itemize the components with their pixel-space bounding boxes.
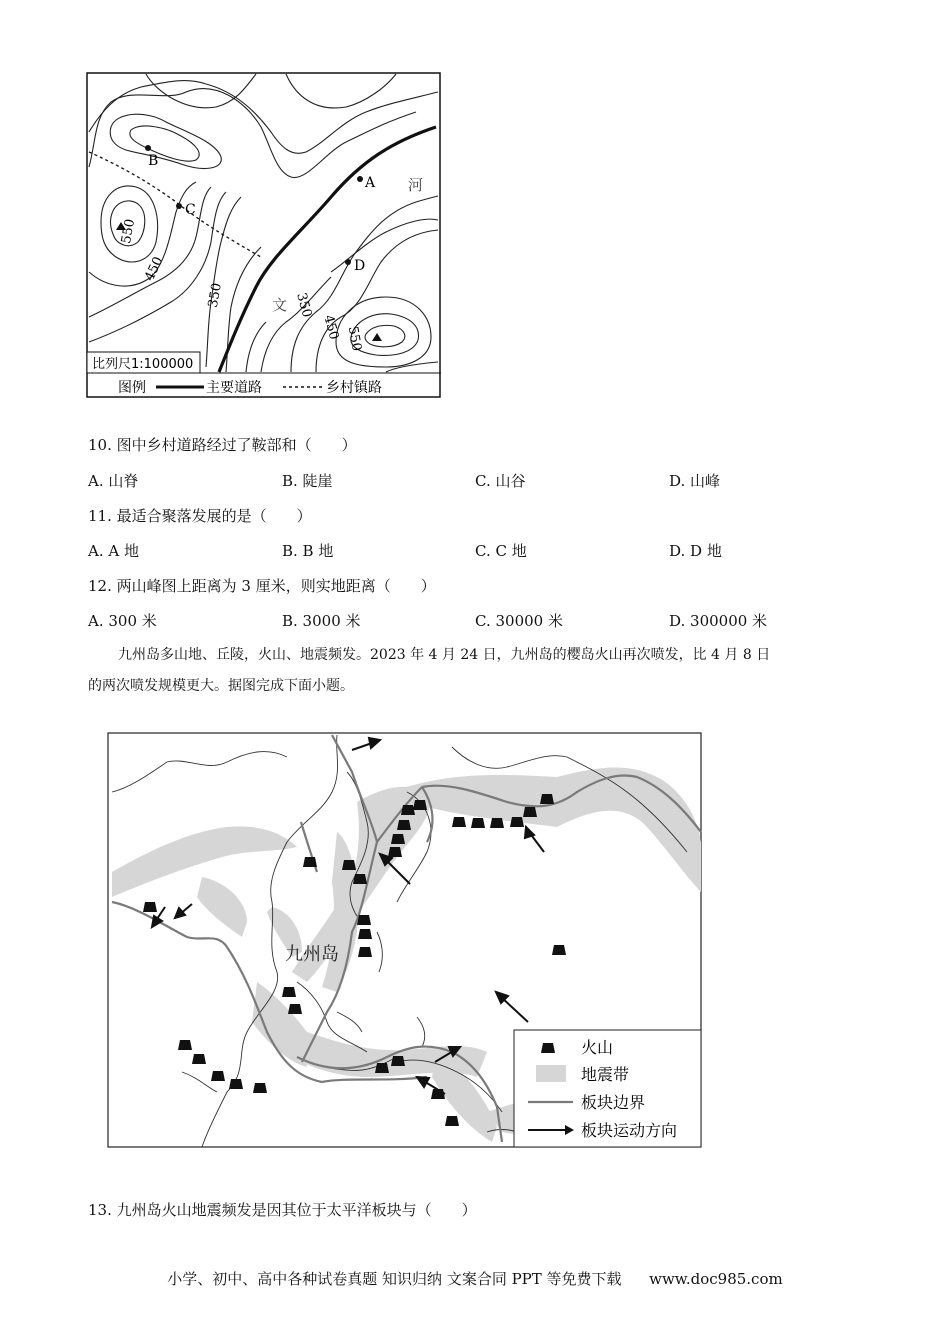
legend-volcano-icon bbox=[541, 1043, 555, 1053]
volcano-icon bbox=[143, 902, 157, 912]
q10-option-c[interactable]: C. 山谷 bbox=[475, 472, 526, 490]
volcano-icon bbox=[375, 1063, 389, 1073]
volcano-icon bbox=[358, 947, 372, 957]
contour-label-450-right: 450 bbox=[320, 313, 342, 342]
question-10-stem: 10. 图中乡村道路经过了鞍部和（ ） bbox=[88, 436, 357, 454]
question-13-stem: 13. 九州岛火山地震频发是因其位于太平洋板块与（ ） bbox=[88, 1201, 477, 1219]
volcano-icon bbox=[490, 818, 504, 828]
volcano-icon bbox=[288, 1004, 302, 1014]
volcano-icon bbox=[391, 1056, 405, 1066]
point-d-marker bbox=[345, 259, 351, 265]
volcano-icon bbox=[353, 874, 367, 884]
volcano-icon bbox=[397, 820, 411, 830]
point-a-label: A bbox=[365, 175, 376, 191]
contour-label-550-left: 550 bbox=[119, 217, 139, 245]
volcano-icon bbox=[253, 1083, 267, 1093]
volcano-icon bbox=[452, 817, 466, 827]
contour-label-450-left: 450 bbox=[142, 254, 167, 284]
volcano-icon bbox=[523, 807, 537, 817]
passage bbox=[88, 640, 868, 702]
topographic-map bbox=[86, 72, 442, 400]
volcano-icon bbox=[358, 929, 372, 939]
legend-main-road: 主要道路 bbox=[206, 380, 262, 396]
point-b-marker bbox=[145, 145, 151, 151]
q10-option-a[interactable]: A. 山脊 bbox=[88, 472, 139, 490]
pacific-plate-map bbox=[107, 732, 703, 1150]
volcano-icon bbox=[431, 1089, 445, 1099]
footer-text: 小学、初中、高中各种试卷真题 知识归纳 文案合同 PPT 等免费下载 bbox=[167, 1270, 622, 1288]
point-c-label: C bbox=[185, 202, 196, 218]
legend-rural-road: 乡村镇路 bbox=[326, 380, 382, 396]
question-11-stem: 11. 最适合聚落发展的是（ ） bbox=[88, 507, 312, 525]
legend-motion-label: 板块运动方向 bbox=[581, 1121, 678, 1140]
point-a-marker bbox=[357, 176, 363, 182]
legend-volcano-label: 火山 bbox=[581, 1038, 614, 1057]
contour-label-350-right: 350 bbox=[293, 291, 315, 320]
q12-option-c[interactable]: C. 30000 米 bbox=[475, 612, 563, 630]
world-map-legend bbox=[514, 1030, 701, 1147]
volcano-icon bbox=[540, 794, 554, 804]
volcano-icon bbox=[391, 834, 405, 844]
volcano-icon bbox=[388, 847, 402, 857]
contour-label-550-right: 550 bbox=[344, 325, 364, 353]
legend-belt-swatch bbox=[536, 1065, 566, 1082]
kyushu-island-label: 九州岛 bbox=[285, 944, 339, 965]
volcano-icon bbox=[445, 1116, 459, 1126]
q11-option-a[interactable]: A. A 地 bbox=[88, 542, 139, 560]
volcano-icon bbox=[229, 1079, 243, 1089]
volcano-icon bbox=[471, 818, 485, 828]
volcano-icon bbox=[192, 1054, 206, 1064]
legend-title: 图例 bbox=[118, 380, 146, 396]
q12-option-d[interactable]: D. 300000 米 bbox=[669, 612, 768, 630]
volcano-icon bbox=[401, 805, 415, 815]
volcano-icon bbox=[357, 915, 371, 925]
volcano-icon bbox=[303, 857, 317, 867]
point-c-marker bbox=[176, 203, 182, 209]
legend-belt-label: 地震带 bbox=[581, 1065, 630, 1084]
volcano-icon bbox=[552, 945, 566, 955]
volcano-icon bbox=[211, 1071, 225, 1081]
volcano-icon bbox=[178, 1040, 192, 1050]
q10-option-b[interactable]: B. 陡崖 bbox=[282, 472, 333, 490]
q11-option-c[interactable]: C. C 地 bbox=[475, 542, 527, 560]
river-char-wen: 文 bbox=[272, 296, 288, 314]
passage-line-1: 九州岛多山地、丘陵，火山、地震频发。2023 年 4 月 24 日，九州岛的樱岛火山再次喷发，比 4 月 8 日 bbox=[118, 647, 771, 663]
q11-option-b[interactable]: B. B 地 bbox=[282, 542, 334, 560]
footer bbox=[0, 1268, 950, 1289]
point-d-label: D bbox=[354, 258, 366, 274]
passage-line-2: 的两次喷发规模更大。据图完成下面小题。 bbox=[88, 678, 354, 694]
volcano-icon bbox=[413, 800, 427, 810]
q10-option-d[interactable]: D. 山峰 bbox=[669, 472, 721, 490]
q11-option-d[interactable]: D. D 地 bbox=[669, 542, 722, 560]
volcano-icon bbox=[282, 987, 296, 997]
contour-label-350-mid: 350 bbox=[205, 281, 225, 309]
footer-link[interactable]: www.doc985.com bbox=[649, 1270, 783, 1288]
volcano-icon bbox=[510, 817, 524, 827]
river-char-he: 河 bbox=[408, 176, 424, 194]
map-scale: 比列尺1:100000 bbox=[92, 357, 194, 372]
volcano-icon bbox=[342, 860, 356, 870]
point-b-label: B bbox=[148, 153, 159, 169]
q12-option-b[interactable]: B. 3000 米 bbox=[282, 612, 361, 630]
question-12-stem: 12. 两山峰图上距离为 3 厘米，则实地距离（ ） bbox=[88, 577, 436, 595]
q12-option-a[interactable]: A. 300 米 bbox=[88, 612, 157, 630]
legend-boundary-label: 板块边界 bbox=[581, 1093, 646, 1112]
